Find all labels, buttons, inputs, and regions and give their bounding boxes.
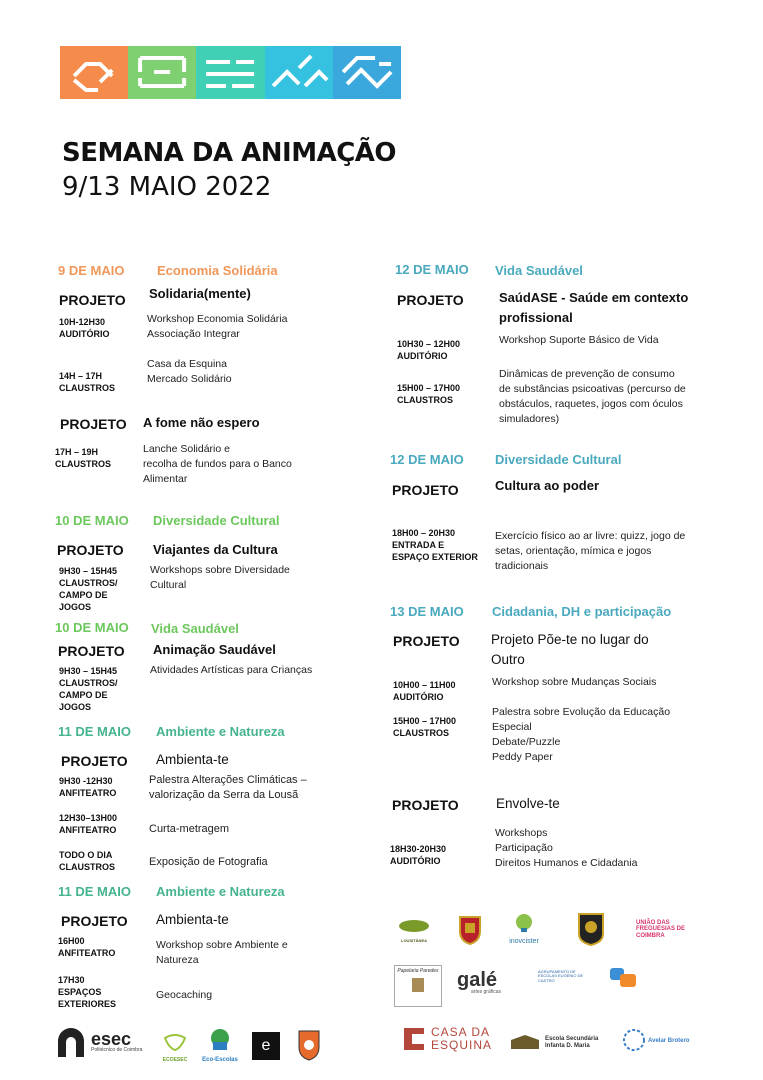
project-name: Viajantes da Cultura <box>153 542 278 557</box>
day-theme: Ambiente e Natureza <box>156 884 285 899</box>
tree-icon <box>397 919 431 933</box>
avelar-brotero-text: Avelar Brotero <box>648 1038 690 1044</box>
project-label: PROJETO <box>393 633 460 649</box>
day-theme: Vida Saudável <box>495 263 583 278</box>
activity-time: 14H – 17H CLAUSTROS <box>59 371 115 393</box>
activity-time: TODO O DIA CLAUSTROS <box>59 850 115 872</box>
ecoescolas-logo: Eco-Escolas <box>202 1028 238 1063</box>
project-name: Ambienta-te <box>156 752 229 767</box>
activity-time: 9H30 – 15H45 CLAUSTROS/ CAMPO DE JOGOS <box>59 566 118 612</box>
activity-description: Lanche Solidário e recolha de fundos para o Banco Alimentar <box>143 443 292 485</box>
banner-pattern-icon <box>333 46 401 99</box>
papelaria-logo: Papelaria Paredes <box>394 965 442 1007</box>
project-name: Cultura ao poder <box>495 478 600 493</box>
day-date: 11 DE MAIO <box>58 884 131 899</box>
pen-icon <box>408 974 428 994</box>
activity-description: Casa da Esquina Mercado Solidário <box>147 358 232 385</box>
day-theme: Diversidade Cultural <box>495 452 622 467</box>
day-theme: Cidadania, DH e participação <box>492 604 672 619</box>
badge-logo-icon <box>577 912 605 946</box>
activity-description: Exercício físico ao ar livre: quizz, jogo de setas, orientação, mímica e jogos tradicionais <box>495 530 686 572</box>
activity-time: 15H00 – 17H00 CLAUSTROS <box>397 383 461 405</box>
activity-description: Workshops Participação Direitos Humanos e Cidadania <box>495 827 638 869</box>
project-label: PROJETO <box>397 292 464 308</box>
casa-esquina-icon <box>402 1026 426 1052</box>
day-theme: Economia Solidária <box>157 263 278 278</box>
activity-description: Curta-metragem <box>149 823 230 835</box>
activity-description: Dinâmicas de prevenção de consumo de substâncias psicoativas (percurso de obstáculos, raquetes, jogos com óculos simuladores) <box>499 368 686 425</box>
activity-time: 10H30 – 12H00 AUDITÓRIO <box>397 339 461 361</box>
leaf-icon <box>163 1034 187 1052</box>
casa-esquina-wordmark: CASA DA ESQUINA <box>431 1025 493 1052</box>
banner-pattern-icon <box>196 46 264 99</box>
school-building-icon <box>510 1034 540 1050</box>
banner-block-teal <box>196 46 264 99</box>
uniao-freguesias-logo: UNIÃO DAS FREGUESIAS DE COIMBRA <box>636 920 686 939</box>
activity-description: Workshop sobre Ambiente e Natureza <box>156 939 288 966</box>
activity-time: 15H00 – 17H00 CLAUSTROS <box>393 716 457 738</box>
activity-time: 18H30-20H30 AUDITÓRIO <box>390 844 447 866</box>
gale-logo: galé artes gráficas <box>457 969 502 995</box>
banner-block-blue <box>333 46 401 99</box>
activity-description: Exposição de Fotografia <box>149 856 268 868</box>
tree-icon <box>207 1028 233 1052</box>
activity-time: 10H-12H30 AUDITÓRIO <box>59 317 110 339</box>
esec-wordmark: esec Politécnico de Coimbra <box>91 1029 143 1053</box>
activity-description: Workshops sobre Diversidade Cultural <box>150 564 290 591</box>
day-date: 10 DE MAIO <box>55 513 129 528</box>
activity-time: 17H – 19H CLAUSTROS <box>55 447 111 469</box>
activity-description: Palestra Alterações Climáticas – valorização da Serra da Lousã <box>149 774 307 801</box>
day-theme: Ambiente e Natureza <box>156 724 285 739</box>
day-date: 10 DE MAIO <box>55 620 129 635</box>
esec-logo-icon <box>55 1027 87 1057</box>
coat-of-arms-icon <box>457 913 483 945</box>
project-label: PROJETO <box>392 797 459 813</box>
ecoesec-logo: ECOESEC <box>160 1034 190 1063</box>
project-label: PROJETO <box>57 542 124 558</box>
activity-time: 16H00 ANFITEATRO <box>58 936 116 958</box>
lousitanea-logo: LOUSITÂNEA <box>394 919 434 943</box>
header-banner <box>60 46 401 99</box>
day-date: 12 DE MAIO <box>390 452 464 467</box>
banner-pattern-icon <box>128 46 196 99</box>
banner-pattern-icon <box>60 46 128 99</box>
project-name: Animação Saudável <box>153 642 276 657</box>
project-name: Envolve-te <box>496 796 560 811</box>
e-logo-icon: e <box>252 1032 280 1060</box>
activity-time: 9H30 -12H30 ANFITEATRO <box>59 776 117 798</box>
activity-time: 10H00 – 11H00 AUDITÓRIO <box>393 680 456 702</box>
activity-time: 12H30–13H00 ANFITEATRO <box>59 813 118 835</box>
day-theme: Diversidade Cultural <box>153 513 280 528</box>
inovcister-logo: inovcister <box>502 913 546 945</box>
project-label: PROJETO <box>59 292 126 308</box>
infanta-logo-text: Escola Secundária Infanta D. Maria <box>545 1036 599 1050</box>
banner-block-sky <box>265 46 333 99</box>
project-label: PROJETO <box>61 753 128 769</box>
banner-pattern-icon <box>265 46 333 99</box>
day-date: 11 DE MAIO <box>58 724 131 739</box>
page-subtitle: 9/13 MAIO 2022 <box>62 172 272 202</box>
project-name: Ambienta-te <box>156 912 229 927</box>
day-date: 12 DE MAIO <box>395 262 469 277</box>
activity-description: Atividades Artísticas para Crianças <box>150 664 313 676</box>
banner-block-green <box>128 46 196 99</box>
day-date: 13 DE MAIO <box>390 604 464 619</box>
activity-description: Workshop Economia Solidária Associação Integrar <box>147 313 288 340</box>
activity-description: Workshop Suporte Básico de Vida <box>499 334 659 346</box>
agrupamento-logo: AGRUPAMENTO DE ESCOLAS EUGÉNIO DE CASTRO <box>538 969 584 983</box>
project-name: Solidaria(mente) <box>149 286 251 301</box>
activity-description: Workshop sobre Mudanças Sociais <box>492 676 657 688</box>
project-name: A fome não espero <box>143 415 260 430</box>
avelar-brotero-icon <box>620 1026 648 1054</box>
project-name: SaúdASE - Saúde em contexto profissional <box>499 290 689 325</box>
project-label: PROJETO <box>392 482 459 498</box>
day-theme: Vida Saudável <box>151 621 239 636</box>
activity-time: 18H00 – 20H30 ENTRADA E ESPAÇO EXTERIOR <box>392 528 478 562</box>
dialog-bubbles-icon <box>608 966 638 990</box>
page-title: SEMANA DA ANIMAÇÃO <box>62 138 397 168</box>
bulb-icon <box>513 913 535 933</box>
project-name: Projeto Põe-te no lugar do Outro <box>491 632 649 667</box>
shield-logo-icon <box>297 1029 321 1061</box>
activity-description: Geocaching <box>156 989 213 1001</box>
activity-time: 9H30 – 15H45 CLAUSTROS/ CAMPO DE JOGOS <box>59 666 118 712</box>
banner-block-orange <box>60 46 128 99</box>
activity-description: Palestra sobre Evolução da Educação Especial Debate/Puzzle Peddy Paper <box>492 706 671 763</box>
day-date: 9 DE MAIO <box>58 263 125 278</box>
project-label: PROJETO <box>61 913 128 929</box>
project-label: PROJETO <box>60 416 127 432</box>
activity-time: 17H30 ESPAÇOS EXTERIORES <box>58 975 117 1009</box>
project-label: PROJETO <box>58 643 125 659</box>
